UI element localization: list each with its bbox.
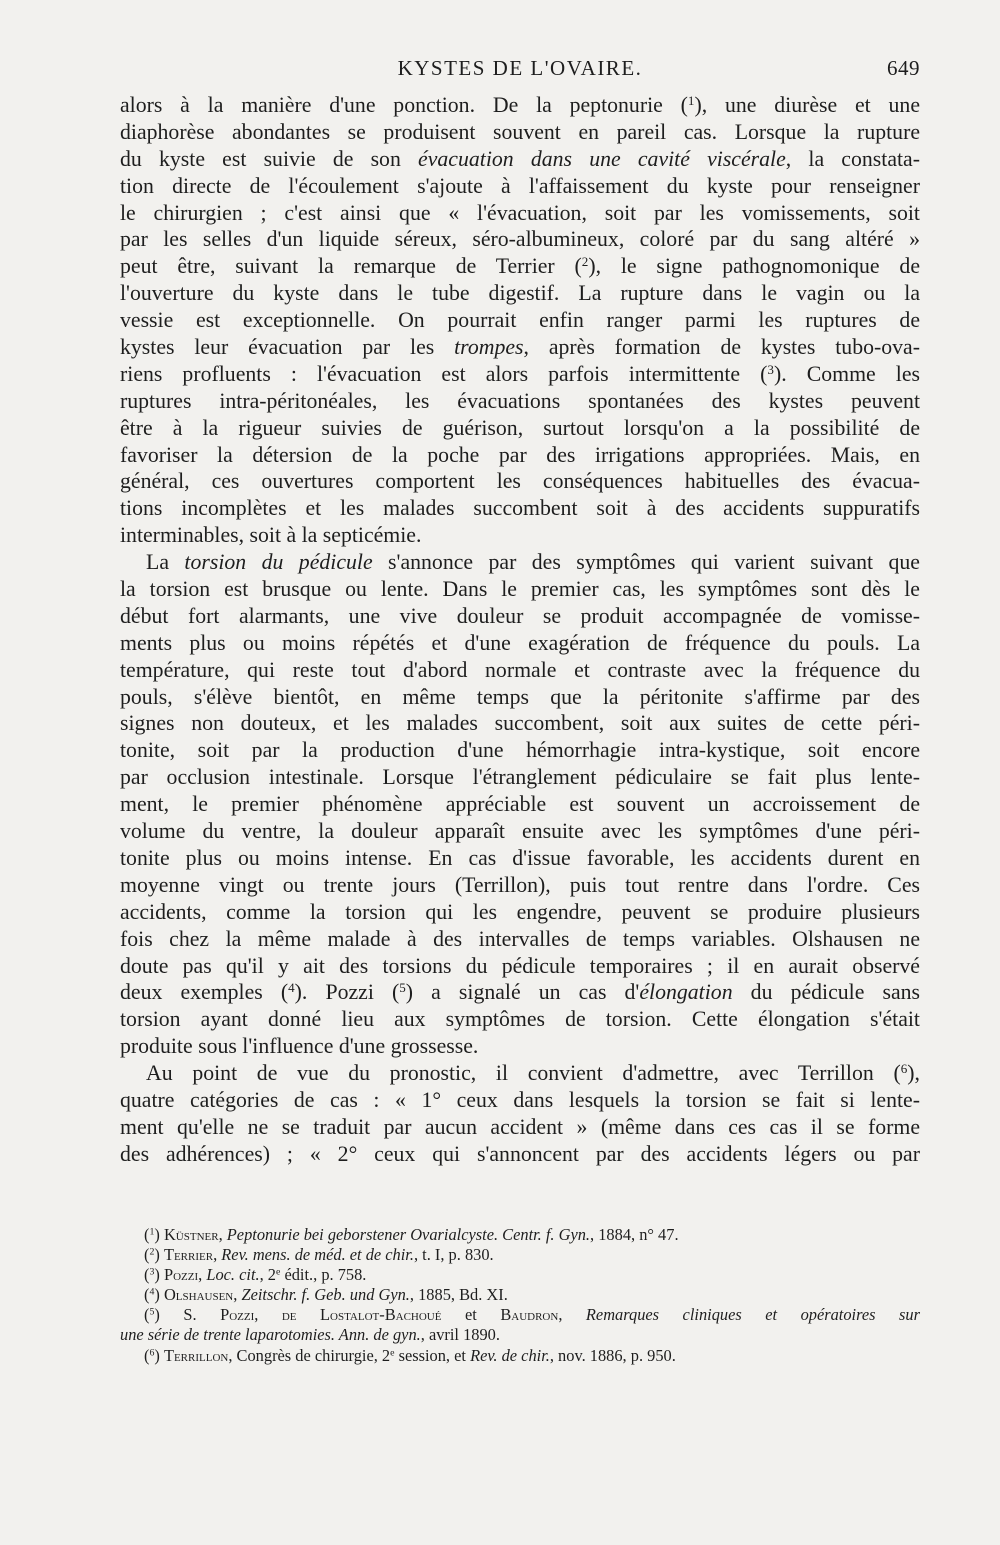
text-line: signes non douteux, et les malades succombent, soit aux suites de cette péri- (120, 711, 920, 736)
text-line: fois chez la même malade à des intervalles de temps variables. Olshausen ne (120, 926, 920, 951)
paragraph (120, 92, 920, 549)
chapter-title: KYSTES DE L'OVAIRE. (397, 56, 643, 80)
text-line: début fort alarmants, une vive douleur se produit accompagnée de vomisse- (120, 603, 920, 628)
text-line: quatre catégories de cas : « 1° ceux dans lesquels la torsion se fait si lente- (120, 1087, 920, 1112)
text-line: par occlusion intestinale. Lorsque l'étranglement pédiculaire se fait plus lente- (120, 765, 920, 790)
text-line: être à la rigueur suivies de guérison, surtout lorsqu'on a la possibilité de (120, 415, 920, 440)
text-line: accidents, comme la torsion qui les engendre, peuvent se produire plusieurs (120, 899, 920, 924)
text-line: Au point de vue du pronostic, il convient d'admettre, avec Terrillon ($^6$), (146, 1060, 920, 1086)
footnotes (120, 1225, 920, 1366)
text-line: moyenne vingt ou trente jours (Terrillon), puis tout rentre dans l'ordre. Ces (120, 872, 920, 897)
footnote (120, 1225, 920, 1245)
text-line: deux exemples ($^4$). Pozzi ($^5$) a signalé un cas d'élongation du pédicule sans (120, 980, 921, 1005)
body-text (120, 92, 920, 1168)
text-line: favoriser la détersion de la poche par des irrigations appropriées. Mais, en (120, 442, 920, 467)
page-number: 649 (887, 56, 920, 80)
text-line: alors à la manière d'une ponction. De la peptonurie ($^1$), une diurèse et une (120, 92, 920, 117)
text-line: ments plus ou moins répétés et d'une exagération de fréquence du pouls. La (120, 630, 920, 655)
paragraph (120, 549, 920, 1060)
text-line: température, qui reste tout d'abord normale et contraste avec la fréquence du (120, 657, 920, 682)
text-line: ment, le premier phénomène appréciable est souvent un accroissement de (120, 792, 920, 817)
footnote-line: ($^6$) Terrillon, Congrès de chirurgie, 2e session, et Rev. de chir., nov. 1886, p. 950. (144, 1345, 676, 1365)
text-line: riens profluents : l'évacuation est alors parfois intermittente ($^3$). Comme les (120, 361, 920, 386)
text-line: interminables, soit à la septicémie. (120, 523, 422, 548)
paragraph (120, 1060, 920, 1168)
text-line: diaphorèse abondantes se produisent souvent en pareil cas. Lorsque la rupture (120, 119, 920, 144)
text-line: volume du ventre, la douleur apparaît ensuite avec les symptômes d'une péri- (120, 819, 920, 844)
running-head (120, 56, 920, 86)
text-line: le chirurgien ; c'est ainsi que « l'évacuation, soit par les vomissements, soit (120, 200, 920, 225)
text-line: torsion ayant donné lieu aux symptômes de torsion. Cette élongation s'était (120, 1007, 920, 1032)
text-line: la torsion est brusque ou lente. Dans le premier cas, les symptômes sont dès le (120, 577, 920, 602)
text-line: tonite plus ou moins intense. En cas d'issue favorable, les accidents durent en (120, 845, 920, 870)
footnote-line: ($^3$) Pozzi, Loc. cit., 2e édit., p. 758. (144, 1265, 367, 1285)
footnote-line: ($^4$) Olshausen, Zeitschr. f. Geb. und Gyn., 1885, Bd. XI. (144, 1285, 508, 1305)
footnote-line: ($^5$) S. Pozzi, de Lostalot-Bachoué et Baudron, Remarques cliniques et opératoires sur (144, 1305, 920, 1325)
text-line: ruptures intra-péritonéales, les évacuations spontanées des kystes peuvent (120, 388, 920, 413)
text-line: par les selles d'un liquide séreux, séro-albumineux, coloré par du sang altéré » (120, 227, 920, 252)
text-line: doute pas qu'il y ait des torsions du pédicule temporaires ; il en aurait observé (120, 953, 920, 978)
text-line: produite sous l'influence d'une grossesse. (120, 1034, 479, 1059)
text-line: kystes leur évacuation par les trompes, après formation de kystes tubo-ova- (120, 335, 920, 360)
text-line: tonite, soit par la production d'une hémorrhagie intra-kystique, soit encore (120, 738, 920, 763)
footnote (120, 1346, 920, 1366)
text-line: vessie est exceptionnelle. On pourrait enfin ranger parmi les ruptures de (120, 308, 920, 333)
text-line: général, ces ouvertures comportent les conséquences habituelles des évacua- (120, 469, 920, 494)
text-line: peut être, suivant la remarque de Terrier ($^2$), le signe pathognomonique de (120, 254, 921, 279)
text-line: tion directe de l'écoulement s'ajoute à l'affaissement du kyste pour renseigner (120, 173, 920, 198)
footnote-line: ($^1$) Küstner, Peptonurie bei geborstener Ovarialcyste. Centr. f. Gyn., 1884, n° 47. (144, 1225, 679, 1244)
footnote (120, 1265, 920, 1285)
text-line: pouls, s'élève bientôt, en même temps que la péritonite s'affirme par des (120, 684, 920, 709)
footnote-line: ($^2$) Terrier, Rev. mens. de méd. et de chir., t. I, p. 830. (144, 1245, 494, 1265)
footnote (120, 1285, 920, 1305)
footnote (120, 1245, 920, 1265)
footnote-line: une série de trente laparotomies. Ann. de gyn., avril 1890. (120, 1325, 500, 1345)
text-line: tions incomplètes et les malades succombent soit à des accidents suppuratifs (120, 496, 920, 521)
text-line: du kyste est suivie de son évacuation dans une cavité viscérale, la constata- (120, 146, 920, 171)
text-line: l'ouverture du kyste dans le tube digestif. La rupture dans le vagin ou la (120, 281, 920, 306)
text-line: ment qu'elle ne se traduit par aucun accident » (même dans ces cas il se forme (120, 1114, 920, 1139)
text-line: des adhérences) ; « 2° ceux qui s'annoncent par des accidents légers ou par (120, 1141, 920, 1166)
text-line: La torsion du pédicule s'annonce par des symptômes qui varient suivant que (146, 550, 920, 575)
footnote (120, 1305, 920, 1345)
